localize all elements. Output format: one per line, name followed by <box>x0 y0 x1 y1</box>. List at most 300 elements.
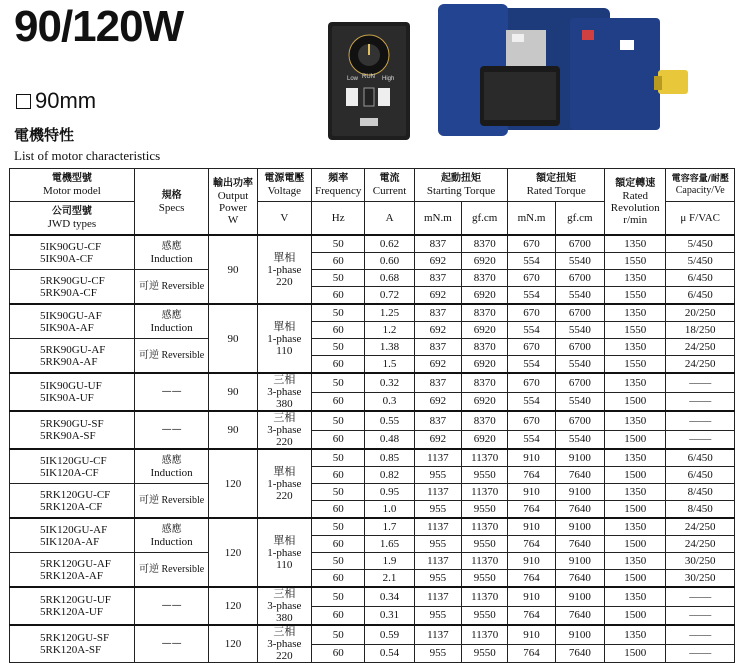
rated-gfcm-cell: 9100 <box>555 449 604 467</box>
heading-en: List of motor characteristics <box>14 148 161 163</box>
model-name: 5IK90A-AF <box>40 321 94 334</box>
speed-cell: 1500 <box>605 501 666 519</box>
model-cell <box>10 270 135 305</box>
start-mnm-cell: 837 <box>414 304 461 322</box>
start-gfcm-cell: 6920 <box>462 287 508 305</box>
speed-cell: 1350 <box>605 518 666 536</box>
power-cell: 120 <box>209 518 257 587</box>
start-gfcm-cell: 9550 <box>462 570 508 588</box>
rated-mnm-cell: 910 <box>508 518 555 536</box>
model-name: 5RK120A-AF <box>40 569 103 582</box>
power-cell: 90 <box>209 411 257 449</box>
power-cell: 90 <box>209 373 257 411</box>
capacity-cell: 20/250 <box>666 304 735 322</box>
capacity-cell: 24/250 <box>666 356 735 374</box>
table-body <box>10 235 735 663</box>
capacity-cell: 8/450 <box>666 484 735 501</box>
start-mnm-cell: 692 <box>414 287 461 305</box>
start-mnm-cell: 837 <box>414 411 461 430</box>
frequency-cell: 50 <box>312 553 365 570</box>
speed-cell: 1350 <box>605 373 666 392</box>
header-model: 電機型號 Motor model <box>10 169 135 202</box>
table-row <box>10 339 735 356</box>
frequency-cell: 60 <box>312 467 365 484</box>
model-name: 5RK120GU-UF <box>40 594 111 606</box>
start-mnm-cell: 955 <box>414 644 461 662</box>
start-gfcm-cell: 9550 <box>462 606 508 625</box>
spec-cell: —— <box>134 411 209 449</box>
frequency-cell: 60 <box>312 644 365 662</box>
header-row-1 <box>10 169 735 202</box>
speed-cell: 1500 <box>605 570 666 588</box>
start-mnm-cell: 955 <box>414 570 461 588</box>
start-gfcm-cell: 11370 <box>462 625 508 644</box>
header-rated-gfcm: gf.cm <box>555 202 604 236</box>
rated-gfcm-cell: 5540 <box>555 322 604 339</box>
model-name: 5IK90A-UF <box>40 392 94 404</box>
capacity-cell: 6/450 <box>666 467 735 484</box>
capacity-cell: 6/450 <box>666 287 735 305</box>
current-cell: 1.25 <box>365 304 414 322</box>
speed-cell: 1350 <box>605 270 666 287</box>
rated-mnm-cell: 554 <box>508 356 555 374</box>
rated-mnm-cell: 764 <box>508 570 555 588</box>
capacity-cell: 30/250 <box>666 570 735 588</box>
capacity-cell: 8/450 <box>666 501 735 519</box>
rated-mnm-cell: 554 <box>508 253 555 270</box>
header-voltage-unit: V <box>257 202 311 236</box>
voltage-cell: 單相 1-phase 220 <box>257 235 311 304</box>
power-cell: 90 <box>209 235 257 304</box>
voltage-cell: 三相 3-phase 380 <box>257 587 311 625</box>
rated-gfcm-cell: 7640 <box>555 644 604 662</box>
start-gfcm-cell: 6920 <box>462 253 508 270</box>
table-row <box>10 235 735 253</box>
capacity-cell: 24/250 <box>666 536 735 553</box>
spec-cell: —— <box>134 587 209 625</box>
product-photo <box>320 0 735 160</box>
rated-mnm-cell: 670 <box>508 270 555 287</box>
current-cell: 2.1 <box>365 570 414 588</box>
frequency-cell: 60 <box>312 392 365 411</box>
model-name: 5RK90GU-AF <box>40 343 106 356</box>
start-mnm-cell: 837 <box>414 339 461 356</box>
model-cell <box>10 235 135 270</box>
speed-cell: 1550 <box>605 322 666 339</box>
current-cell: 0.59 <box>365 625 414 644</box>
frequency-cell: 60 <box>312 501 365 519</box>
power-cell: 120 <box>209 587 257 625</box>
speed-cell: 1350 <box>605 587 666 606</box>
table-row <box>10 449 735 467</box>
table-row <box>10 484 735 501</box>
spec-cell: 感應 Induction <box>134 449 209 484</box>
frequency-cell: 60 <box>312 430 365 449</box>
model-name: 5RK90A-SF <box>40 430 96 442</box>
rated-mnm-cell: 554 <box>508 322 555 339</box>
header-start-gfcm: gf.cm <box>462 202 508 236</box>
start-mnm-cell: 837 <box>414 270 461 287</box>
frequency-cell: 50 <box>312 270 365 287</box>
model-cell <box>10 449 135 484</box>
voltage-cell: 單相 1-phase 220 <box>257 449 311 518</box>
frequency-cell: 50 <box>312 339 365 356</box>
header-spec: 規格 Specs <box>134 169 209 236</box>
rated-mnm-cell: 554 <box>508 287 555 305</box>
start-mnm-cell: 1137 <box>414 625 461 644</box>
header-output: 輸出功率 Output Power W <box>209 169 257 236</box>
power-cell: 120 <box>209 625 257 663</box>
rated-mnm-cell: 670 <box>508 235 555 253</box>
start-gfcm-cell: 8370 <box>462 411 508 430</box>
capacity-cell: —— <box>666 430 735 449</box>
model-cell <box>10 553 135 588</box>
capacity-cell: —— <box>666 373 735 392</box>
start-mnm-cell: 1137 <box>414 553 461 570</box>
start-mnm-cell: 692 <box>414 392 461 411</box>
header-current-unit: A <box>365 202 414 236</box>
rated-mnm-cell: 764 <box>508 644 555 662</box>
speed-cell: 1350 <box>605 235 666 253</box>
capacity-cell: 6/450 <box>666 270 735 287</box>
gear-motor-image <box>438 4 688 136</box>
model-name: 5IK90GU-AF <box>40 309 102 322</box>
start-mnm-cell: 1137 <box>414 449 461 467</box>
frequency-cell: 50 <box>312 411 365 430</box>
rated-gfcm-cell: 9100 <box>555 484 604 501</box>
speed-cell: 1550 <box>605 253 666 270</box>
header-voltage: 電源電壓 Voltage <box>257 169 311 202</box>
frequency-cell: 50 <box>312 587 365 606</box>
current-cell: 1.38 <box>365 339 414 356</box>
voltage-cell: 單相 1-phase 110 <box>257 518 311 587</box>
model-name: 5RK90GU-SF <box>40 418 104 430</box>
speed-cell: 1500 <box>605 644 666 662</box>
start-gfcm-cell: 11370 <box>462 484 508 501</box>
current-cell: 0.54 <box>365 644 414 662</box>
model-name: 5IK120GU-CF <box>40 454 107 467</box>
current-cell: 0.55 <box>365 411 414 430</box>
start-gfcm-cell: 6920 <box>462 356 508 374</box>
model-name: 5RK120GU-CF <box>40 488 111 501</box>
motor-characteristics-table <box>9 168 735 663</box>
header-starting-torque: 起動扭矩 Starting Torque <box>414 169 508 202</box>
frequency-cell: 50 <box>312 518 365 536</box>
controller-run-label: RUN <box>362 74 375 80</box>
table-row <box>10 304 735 322</box>
spec-cell: 可逆 Reversible <box>134 270 209 305</box>
capacity-cell: —— <box>666 392 735 411</box>
header-capacity-unit: μ F/VAC <box>666 202 735 236</box>
rated-mnm-cell: 910 <box>508 449 555 467</box>
speed-cell: 1350 <box>605 411 666 430</box>
frequency-cell: 60 <box>312 606 365 625</box>
power-cell: 120 <box>209 449 257 518</box>
current-cell: 0.82 <box>365 467 414 484</box>
speed-cell: 1500 <box>605 392 666 411</box>
speed-cell: 1350 <box>605 553 666 570</box>
speed-cell: 1550 <box>605 287 666 305</box>
model-name: 5IK120GU-AF <box>40 523 108 536</box>
model-name: 5RK120A-CF <box>40 500 103 513</box>
rated-gfcm-cell: 7640 <box>555 570 604 588</box>
rated-gfcm-cell: 6700 <box>555 270 604 287</box>
start-mnm-cell: 1137 <box>414 518 461 536</box>
speed-cell: 1350 <box>605 304 666 322</box>
model-cell <box>10 484 135 519</box>
start-gfcm-cell: 11370 <box>462 449 508 467</box>
start-mnm-cell: 692 <box>414 356 461 374</box>
model-name: 5RK120A-UF <box>40 606 103 618</box>
speed-cell: 1350 <box>605 339 666 356</box>
capacity-cell: 24/250 <box>666 339 735 356</box>
start-mnm-cell: 837 <box>414 373 461 392</box>
heading-cn: 電機特性 <box>14 126 75 144</box>
rated-mnm-cell: 670 <box>508 304 555 322</box>
rated-mnm-cell: 910 <box>508 553 555 570</box>
table-row <box>10 587 735 606</box>
rated-mnm-cell: 670 <box>508 339 555 356</box>
spec-cell: —— <box>134 625 209 663</box>
header-frequency-unit: Hz <box>312 202 365 236</box>
rated-gfcm-cell: 5540 <box>555 356 604 374</box>
rated-mnm-cell: 554 <box>508 430 555 449</box>
start-mnm-cell: 692 <box>414 253 461 270</box>
controller-high-label: High <box>382 76 395 82</box>
spec-cell: 感應 Induction <box>134 518 209 553</box>
speed-cell: 1350 <box>605 625 666 644</box>
current-cell: 0.34 <box>365 587 414 606</box>
rated-gfcm-cell: 7640 <box>555 536 604 553</box>
table-row <box>10 625 735 644</box>
model-cell <box>10 339 135 374</box>
spec-cell: 感應 Induction <box>134 235 209 270</box>
capacity-cell: 5/450 <box>666 253 735 270</box>
spec-cell: —— <box>134 373 209 411</box>
table-row <box>10 270 735 287</box>
table-row <box>10 553 735 570</box>
frequency-cell: 60 <box>312 356 365 374</box>
current-cell: 1.9 <box>365 553 414 570</box>
header-speed: 額定轉速 Rated Revolution r/min <box>605 169 666 236</box>
capacity-cell: —— <box>666 606 735 625</box>
rated-gfcm-cell: 9100 <box>555 553 604 570</box>
table-row <box>10 411 735 430</box>
voltage-cell: 三相 3-phase 220 <box>257 411 311 449</box>
current-cell: 1.5 <box>365 356 414 374</box>
current-cell: 0.68 <box>365 270 414 287</box>
start-gfcm-cell: 9550 <box>462 501 508 519</box>
rated-gfcm-cell: 5540 <box>555 430 604 449</box>
rated-gfcm-cell: 6700 <box>555 339 604 356</box>
frequency-cell: 60 <box>312 536 365 553</box>
start-gfcm-cell: 6920 <box>462 392 508 411</box>
table-row <box>10 518 735 536</box>
capacity-cell: 6/450 <box>666 449 735 467</box>
controller-low-label: Low <box>347 76 359 82</box>
spec-cell: 可逆 Reversible <box>134 553 209 588</box>
start-gfcm-cell: 6920 <box>462 322 508 339</box>
start-mnm-cell: 955 <box>414 467 461 484</box>
frequency-cell: 60 <box>312 570 365 588</box>
frequency-cell: 60 <box>312 287 365 305</box>
start-gfcm-cell: 11370 <box>462 587 508 606</box>
current-cell: 0.72 <box>365 287 414 305</box>
current-cell: 0.32 <box>365 373 414 392</box>
current-cell: 1.7 <box>365 518 414 536</box>
header-current: 電流 Current <box>365 169 414 202</box>
model-name: 5IK120A-AF <box>40 535 100 548</box>
model-cell <box>10 518 135 553</box>
rated-gfcm-cell: 6700 <box>555 235 604 253</box>
model-cell <box>10 304 135 339</box>
header-start-mnm: mN.m <box>414 202 461 236</box>
frequency-cell: 60 <box>312 322 365 339</box>
rated-gfcm-cell: 7640 <box>555 467 604 484</box>
capacity-cell: 24/250 <box>666 518 735 536</box>
model-cell <box>10 411 135 449</box>
start-mnm-cell: 955 <box>414 536 461 553</box>
frequency-cell: 50 <box>312 449 365 467</box>
start-mnm-cell: 692 <box>414 430 461 449</box>
model-cell <box>10 587 135 625</box>
model-cell <box>10 373 135 411</box>
voltage-cell: 三相 3-phase 380 <box>257 373 311 411</box>
frequency-cell: 50 <box>312 235 365 253</box>
capacity-cell: —— <box>666 625 735 644</box>
speed-cell: 1350 <box>605 484 666 501</box>
rated-mnm-cell: 764 <box>508 606 555 625</box>
speed-cell: 1550 <box>605 356 666 374</box>
model-name: 5IK90A-CF <box>40 252 94 265</box>
rated-mnm-cell: 910 <box>508 587 555 606</box>
rated-gfcm-cell: 7640 <box>555 606 604 625</box>
rated-mnm-cell: 764 <box>508 467 555 484</box>
start-gfcm-cell: 8370 <box>462 339 508 356</box>
start-mnm-cell: 1137 <box>414 587 461 606</box>
speed-controller-image <box>328 22 410 140</box>
current-cell: 0.3 <box>365 392 414 411</box>
frequency-cell: 50 <box>312 304 365 322</box>
start-gfcm-cell: 9550 <box>462 644 508 662</box>
rated-mnm-cell: 670 <box>508 411 555 430</box>
speed-cell: 1500 <box>605 467 666 484</box>
capacity-cell: —— <box>666 587 735 606</box>
start-gfcm-cell: 6920 <box>462 430 508 449</box>
rated-mnm-cell: 764 <box>508 501 555 519</box>
rated-gfcm-cell: 5540 <box>555 287 604 305</box>
current-cell: 0.85 <box>365 449 414 467</box>
capacity-cell: 30/250 <box>666 553 735 570</box>
voltage-cell: 單相 1-phase 110 <box>257 304 311 373</box>
current-cell: 0.31 <box>365 606 414 625</box>
rated-mnm-cell: 910 <box>508 625 555 644</box>
header-rated-torque: 額定扭矩 Rated Torque <box>508 169 605 202</box>
model-name: 5IK90GU-UF <box>40 380 102 392</box>
current-cell: 0.60 <box>365 253 414 270</box>
spec-cell: 可逆 Reversible <box>134 484 209 519</box>
speed-cell: 1500 <box>605 536 666 553</box>
frequency-cell: 50 <box>312 625 365 644</box>
capacity-cell: 18/250 <box>666 322 735 339</box>
table-row <box>10 373 735 392</box>
model-name: 5IK120A-CF <box>40 466 99 479</box>
current-cell: 0.48 <box>365 430 414 449</box>
page-title: 90/120W <box>14 2 184 51</box>
rated-gfcm-cell: 5540 <box>555 253 604 270</box>
capacity-cell: —— <box>666 411 735 430</box>
header-frequency: 頻率 Frequency <box>312 169 365 202</box>
frequency-cell: 60 <box>312 253 365 270</box>
power-cell: 90 <box>209 304 257 373</box>
header-rated-mnm: mN.m <box>508 202 555 236</box>
speed-cell: 1500 <box>605 430 666 449</box>
model-name: 5RK120GU-SF <box>40 632 110 644</box>
rated-gfcm-cell: 6700 <box>555 373 604 392</box>
start-gfcm-cell: 8370 <box>462 304 508 322</box>
start-gfcm-cell: 9550 <box>462 536 508 553</box>
rated-mnm-cell: 670 <box>508 373 555 392</box>
start-gfcm-cell: 9550 <box>462 467 508 484</box>
start-mnm-cell: 1137 <box>414 484 461 501</box>
current-cell: 0.95 <box>365 484 414 501</box>
model-cell <box>10 625 135 663</box>
spec-cell: 感應 Induction <box>134 304 209 339</box>
capacity-cell: —— <box>666 644 735 662</box>
current-cell: 1.2 <box>365 322 414 339</box>
rated-gfcm-cell: 7640 <box>555 501 604 519</box>
start-mnm-cell: 692 <box>414 322 461 339</box>
shaft-size-label <box>16 88 96 114</box>
rated-gfcm-cell: 6700 <box>555 304 604 322</box>
model-name: 5RK120GU-AF <box>40 557 111 570</box>
capacity-cell: 5/450 <box>666 235 735 253</box>
rated-mnm-cell: 764 <box>508 536 555 553</box>
speed-cell: 1500 <box>605 606 666 625</box>
speed-cell: 1350 <box>605 449 666 467</box>
model-name: 5RK90A-CF <box>40 286 97 299</box>
current-cell: 1.65 <box>365 536 414 553</box>
start-gfcm-cell: 11370 <box>462 553 508 570</box>
current-cell: 1.0 <box>365 501 414 519</box>
start-gfcm-cell: 11370 <box>462 518 508 536</box>
model-name: 5IK90GU-CF <box>40 240 102 253</box>
frequency-cell: 50 <box>312 373 365 392</box>
voltage-cell: 三相 3-phase 220 <box>257 625 311 663</box>
start-gfcm-cell: 8370 <box>462 235 508 253</box>
start-gfcm-cell: 8370 <box>462 270 508 287</box>
start-gfcm-cell: 8370 <box>462 373 508 392</box>
rated-gfcm-cell: 9100 <box>555 518 604 536</box>
checkbox-square-icon <box>16 94 31 109</box>
rated-mnm-cell: 910 <box>508 484 555 501</box>
rated-gfcm-cell: 5540 <box>555 392 604 411</box>
rated-mnm-cell: 554 <box>508 392 555 411</box>
frequency-cell: 50 <box>312 484 365 501</box>
spec-cell: 可逆 Reversible <box>134 339 209 374</box>
start-mnm-cell: 955 <box>414 501 461 519</box>
start-mnm-cell: 837 <box>414 235 461 253</box>
rated-gfcm-cell: 9100 <box>555 625 604 644</box>
current-cell: 0.62 <box>365 235 414 253</box>
header-capacity: 電容容量/耐壓 Capacity/Ve <box>666 169 735 202</box>
rated-gfcm-cell: 6700 <box>555 411 604 430</box>
shaft-size-text: 90mm <box>35 88 97 113</box>
header-company: 公司型號 JWD types <box>10 202 135 236</box>
start-mnm-cell: 955 <box>414 606 461 625</box>
model-name: 5RK90A-AF <box>40 355 98 368</box>
model-name: 5RK90GU-CF <box>40 274 105 287</box>
